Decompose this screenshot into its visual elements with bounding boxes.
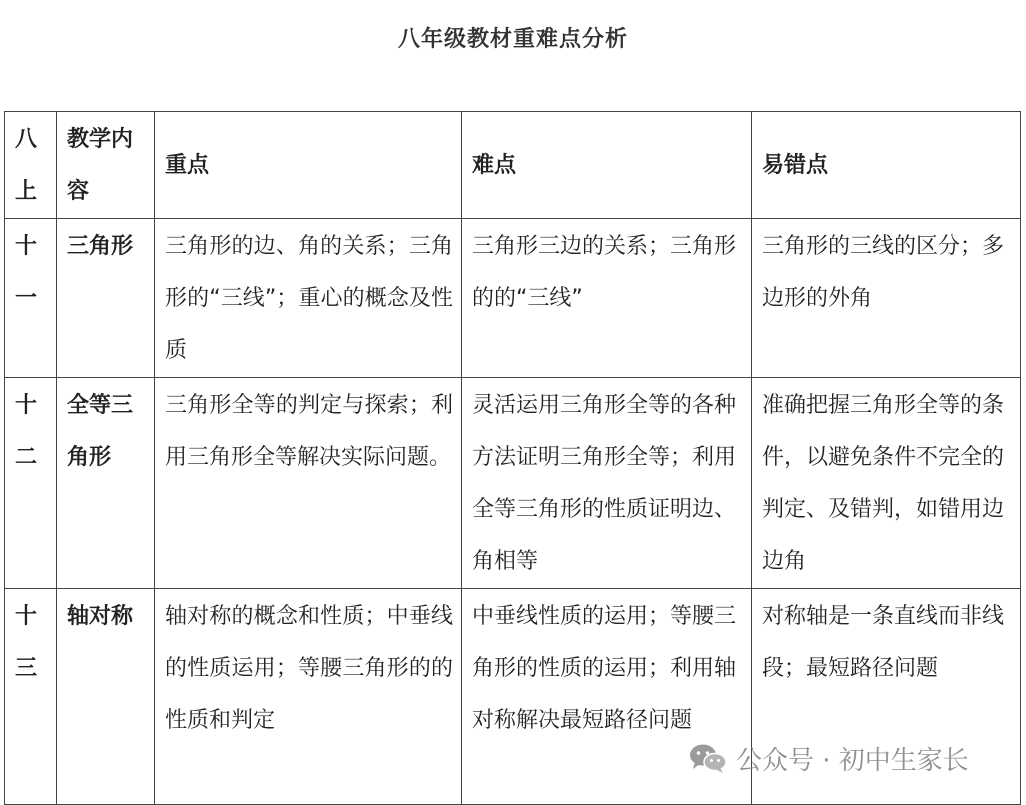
header-difficulties: 难点 [462,112,752,219]
chapter-cell: 十三 [5,589,57,805]
error-prone-cell: 对称轴是一条直线而非线段；最短路径问题 [752,589,1021,805]
watermark [688,736,969,780]
header-grade: 八上 [5,112,57,219]
error-prone-cell: 三角形的三线的区分；多边形的外角 [752,219,1021,378]
key-points-cell: 三角形全等的判定与探索；利用三角形全等解决实际问题。 [155,378,462,589]
wechat-icon [688,742,728,774]
table-header-row [5,112,1021,219]
analysis-table [4,111,1021,805]
header-error-prone: 易错点 [752,112,1021,219]
chapter-cell: 十二 [5,378,57,589]
page-title: 八年级教材重难点分析 [397,27,628,52]
watermark-text: 公众号 · 初中生家长 [736,745,969,776]
table-row [5,219,1021,378]
content-cell: 全等三角形 [57,378,155,589]
key-points-cell: 轴对称的概念和性质；中垂线的性质运用；等腰三角形的的性质和判定 [155,589,462,805]
content-cell: 轴对称 [57,589,155,805]
difficulties-cell: 灵活运用三角形全等的各种方法证明三角形全等；利用全等三角形的性质证明边、角相等 [462,378,752,589]
chapter-cell: 十一 [5,219,57,378]
header-key-points: 重点 [155,112,462,219]
table-row [5,378,1021,589]
error-prone-cell: 准确把握三角形全等的条件，以避免条件不完全的判定、及错判，如错用边边角 [752,378,1021,589]
difficulties-cell: 中垂线性质的运用；等腰三角形的性质的运用；利用轴对称解决最短路径问题 [462,589,752,805]
key-points-cell: 三角形的边、角的关系；三角形的“三线”；重心的概念及性质 [155,219,462,378]
content-cell: 三角形 [57,219,155,378]
header-content: 教学内容 [57,112,155,219]
difficulties-cell: 三角形三边的关系；三角形的的“三线” [462,219,752,378]
